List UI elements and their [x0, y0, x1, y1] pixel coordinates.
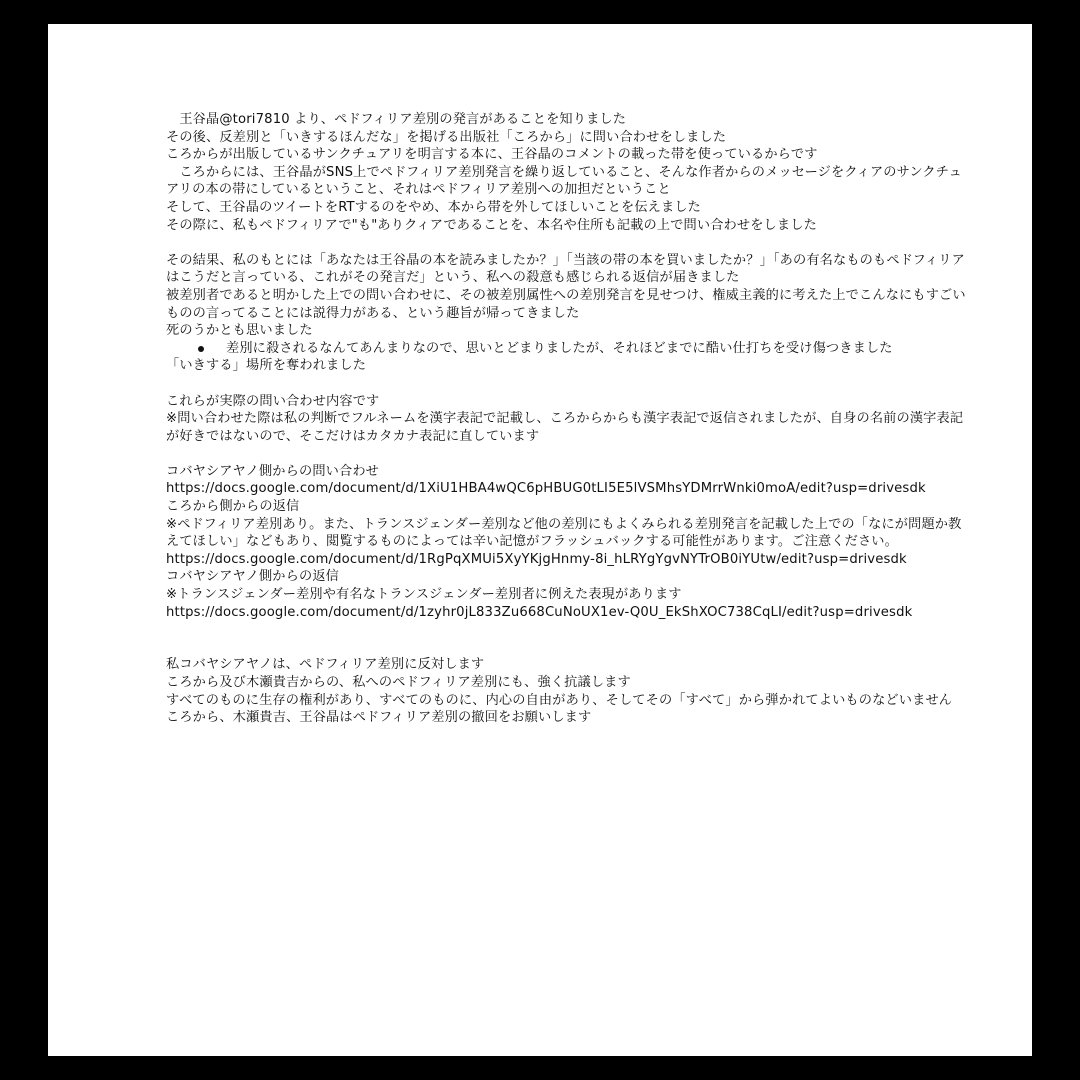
paragraph-line: ※問い合わせた際は私の判断でフルネームを漢字表記で記載し、ころからからも漢字表記で返信されましたが、自身の名前の漢字表記が好きではないので、そこだけはカタカナ表記に直しています	[166, 411, 964, 444]
inquiry-label: コバヤシアヤノ側からの問い合わせ	[166, 463, 380, 479]
paragraph-line: 王谷晶@tori7810 より、ペドフィリア差別の発言があることを知りました	[166, 112, 627, 127]
reply-note: ※ペドフィリア差別あり。また、トランスジェンダー差別など他の差別にもよくみられる差別発言を記載した上での「なにが問題か教えてほしい」などもあり、閲覧するものによっては辛い記憶がフラッシュバックする可能性があります。ご注意ください。	[166, 516, 962, 550]
bullet-item	[166, 340, 966, 358]
reply-label: ころから側からの返信	[166, 499, 300, 515]
closing-line: ころから及び木瀬貴吉からの、私へのペドフィリア差別にも、強く抗議します	[166, 675, 631, 690]
blank-line	[166, 234, 966, 252]
closing-line: ころから、木瀬貴吉、王谷晶はペドフィリア差別の撤回をお願いします	[166, 710, 592, 726]
bullet-dot-icon	[198, 346, 204, 352]
reply2-label: コバヤシアヤノ側からの返信	[166, 569, 339, 585]
paragraph-line: 「いきする」場所を奪われました	[166, 358, 367, 374]
closing-line: 私コバヤシアヤノは、ペドフィリア差別に反対します	[166, 657, 485, 673]
paragraph-line: その結果、私のもとには「あなたは王谷晶の本を読みましたか？」「当該の帯の本を買いましたか？」「あの有名なものもペドフィリアはこうだと言っている、これがその発言だ」という、私への殺意も感じられる返信が届きました	[166, 252, 965, 286]
inquiry-url-link[interactable]: https://docs.google.com/document/d/1XiU1HBA4wQC6pHBUG0tLI5E5lVSMhsYDMrrWnki0moA/edit?usp=drivesdk	[166, 481, 926, 497]
blank-line	[166, 375, 966, 393]
bullet-text: 差別に殺されるなんてあんまりなので、思いとどまりましたが、それほどまでに酷い仕打ちを受け傷つきました	[226, 340, 893, 356]
paragraph-line: ころからには、王谷晶がSNS上でペドフィリア差別発言を繰り返していること、そんな作者からのメッセージをクィアのサンクチュアリの本の帯にしているということ、それはペドフィリア差別への加担だということ	[166, 164, 963, 198]
paragraph-line: 被差別者であると明かした上での問い合わせに、その被差別属性への差別発言を見せつけ、権威主義的に考えた上でこんなにもすごいものの言ってることには説得力がある、という趣旨が帰ってきました	[166, 287, 966, 321]
paragraph-line: その際に、私もペドフィリアで"も"ありクィアであることを、本名や住所も記載の上で問い合わせをしました	[166, 217, 817, 233]
paragraph-line: これらが実際の問い合わせ内容です	[166, 393, 380, 409]
reply-url-link[interactable]: https://docs.google.com/document/d/1RgPqXMUi5XyYKjgHnmy-8i_hLRYgYgvNYTrOB0iYUtw/edit?usp=drivesdk	[166, 551, 907, 567]
blank-line	[166, 445, 966, 463]
paragraph-line: その後、反差別と「いきするほんだな」を掲げる出版社「ころから」に問い合わせをしました	[166, 129, 727, 145]
reply2-url-link[interactable]: https://docs.google.com/document/d/1zyhr0jL833Zu668CuNoUX1ev-Q0U_EkShXOC738CqLI/edit?usp=drivesdk	[166, 604, 913, 620]
document-page	[48, 24, 1032, 1056]
reply2-note: ※トランスジェンダー差別や有名なトランスジェンダー差別者に例えた表現があります	[166, 587, 682, 603]
paragraph-line: ころからが出版しているサンクチュアリを明言する本に、王谷晶のコメントの載った帯を使っているからです	[166, 147, 818, 163]
paragraph-line: そして、王谷晶のツイートをRTするのをやめ、本から帯を外してほしいことを伝えました	[166, 199, 702, 215]
paragraph-line: 死のうかとも思いました	[166, 323, 313, 339]
document-body	[166, 111, 966, 727]
closing-line: すべてのものに生存の権利があり、すべてのものに、内心の自由があり、そしてその「すべて」から弾かれてよいものなどいません	[166, 692, 953, 708]
blank-gap	[166, 621, 966, 656]
